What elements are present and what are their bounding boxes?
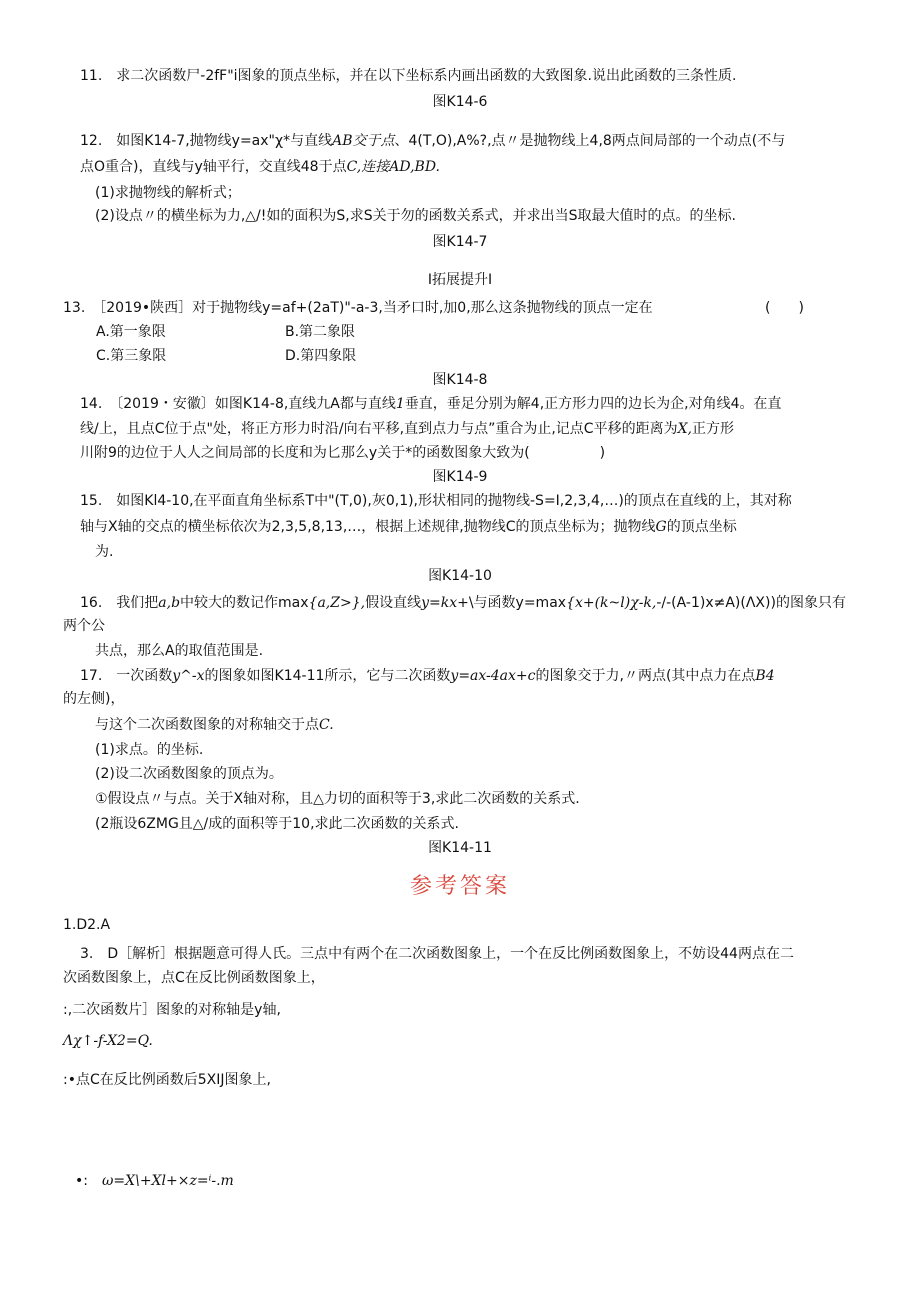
question-12-line-1 <box>80 131 785 151</box>
question-12-sub-2: (2)设点〃的横坐标为力,△/!如的面积为S,求S关于勿的函数关系式，并求出当S取最大值时的点。的坐标. <box>95 208 736 224</box>
q14-line2-italic: X, <box>677 421 692 437</box>
question-14-line-1 <box>80 394 782 414</box>
figure-caption-k14-11: 图K14-11 <box>428 840 492 856</box>
q16-line1-italic-4: {x+(k~l)χ-k, <box>566 595 657 611</box>
q17-line1-italic-3: B4 <box>755 668 775 684</box>
answer-3-line-3: :,二次函数片］图象的对称轴是y轴, <box>63 1002 281 1018</box>
question-14-line-2 <box>80 419 734 439</box>
q17-line1-part-c: 的图象交于力,〃两点(其中点力在点 <box>535 668 756 684</box>
figure-caption-k14-8: 图K14-8 <box>432 372 488 388</box>
q16-line1-part-e: -/-(A-1)x≠A)(ΛX))的图象只有 <box>656 595 846 611</box>
answer-3-line-5: :•点C在反比例函数后5XIJ图象上, <box>63 1072 271 1088</box>
q16-line1-italic-3: y=kx+ <box>421 595 469 611</box>
q13-option-b: B.第二象限 <box>285 324 356 340</box>
q13-option-c: C.第三象限 <box>96 348 167 364</box>
figure-caption-k14-9: 图K14-9 <box>432 469 488 485</box>
q14-line2-part-a: 线/上，且点C位于点"处，将正方形力时沿/向右平移,直到点力与点”重合为止,记点C平移的距离为 <box>80 421 678 437</box>
question-12-sub-1: (1)求抛物线的解析式； <box>95 185 241 201</box>
q14-line1-part-b: 垂直，垂足分别为解4,正方形力四的边长为企,对角线4。在直 <box>404 396 782 412</box>
question-12-line-2 <box>80 157 440 177</box>
q16-line1-part-b: 中较大的数记作max <box>180 595 309 611</box>
question-17-line-1 <box>80 666 775 686</box>
question-16-line-3: 共点，那么A的取值范围是. <box>95 643 264 659</box>
q12-line2-part-a: 点O重合)，直线与y轴平行，交直线48于点 <box>80 159 347 175</box>
question-15-line-3: 为. <box>95 544 114 560</box>
question-17-sub-2: (2)设二次函数图象的顶点为。 <box>95 766 283 782</box>
question-14-line-3: 川附9的边位于人人之间局部的长度和为匕那么y关于*的函数图象大致为( ) <box>80 445 606 461</box>
answer-3-equation-1: Λχ↑-f-X2=Q. <box>63 1033 153 1049</box>
question-15-line-1: 15. 如图Kl4-10,在平面直角坐标系T中"(T,0),灰0,1),形状相同的抛物线-S=I,2,3,4,…)的顶点在直线的上，其对称 <box>80 493 792 509</box>
q12-line1-italic: AB交于点 <box>332 133 395 149</box>
q17-line3-italic: C. <box>319 717 334 733</box>
section-heading-extension: I拓展提升I <box>427 272 493 288</box>
q12-line1-part-c: 、4(T,O),A%?,点〃是抛物线上4,8两点间局部的一个动点(不与 <box>394 133 786 149</box>
q13-option-d: D.第四象限 <box>285 348 357 364</box>
q15-line2-italic: G <box>655 519 667 535</box>
q17-line1-italic-2: y=ax-4ax+c <box>450 668 536 684</box>
question-15-line-2 <box>80 517 737 537</box>
answer-3-equation-2 <box>75 1171 234 1191</box>
q12-line1-part-a: 12. 如图K14-7,抛物线y=ax"χ*与直线 <box>80 133 333 149</box>
question-11-text: 11. 求二次函数尸-2fF"i图象的顶点坐标，并在以下坐标系内画出函数的大致图象.说出此函数的三条性质. <box>80 68 737 84</box>
answer-3-equation-2-body: ω=X\+Xl+×z=ⁱ-.m <box>101 1173 234 1189</box>
q16-line1-italic-2: {a,Z>}, <box>308 595 366 611</box>
q14-line1-part-a: 14. 〔2019・安徽〕如图K14-8,直线九A都与直线 <box>80 396 396 412</box>
q14-line2-part-b: 正方形 <box>692 421 734 437</box>
answer-3-equation-2-prefix: •: <box>75 1173 88 1189</box>
question-17-sub-1: (1)求点。的坐标. <box>95 742 204 758</box>
q15-line2-part-a: 轴与X轴的交点的横坐标依次为2,3,5,8,13,…，根据上述规律,抛物线C的顶点坐标为；抛物线 <box>80 519 656 535</box>
q16-line1-part-c: 假设直线 <box>365 595 422 611</box>
question-17-line-2: 的左侧)， <box>63 691 125 707</box>
question-13-answer-paren: ( ) <box>765 300 804 316</box>
answers-title: 参考答案 <box>409 874 510 899</box>
q14-line1-italic: 1 <box>395 396 405 412</box>
question-17-sub-3: ①假设点〃与点。关于X轴对称，且△力切的面积等于3,求此二次函数的关系式. <box>95 791 580 807</box>
question-13-text: 13. ［2019•陕西］对于抛物线y=af+(2aT)"-a-3,当矛口时,加0,那么这条抛物线的顶点一定在 <box>63 300 653 316</box>
q17-line1-italic-1: y^-x <box>172 668 205 684</box>
q17-line1-part-a: 17. 一次函数 <box>80 668 173 684</box>
q16-line1-part-a: 16. 我们把 <box>80 595 159 611</box>
q12-line2-italic: C,连接AD,BD. <box>346 159 441 175</box>
question-16-line-2: 两个公 <box>63 618 105 634</box>
answer-3-line-2: 次函数图象上，点C在反比例函数图象上， <box>63 970 325 986</box>
q16-line1-italic-1: a,b <box>158 595 181 611</box>
q15-line2-part-b: 的顶点坐标 <box>666 519 737 535</box>
figure-caption-k14-7: 图K14-7 <box>432 234 488 250</box>
question-17-sub-4: (2瓶设6ZMG且△/成的面积等于10,求此二次函数的关系式. <box>95 816 459 832</box>
question-17-line-3 <box>95 715 334 735</box>
figure-caption-k14-6: 图K14-6 <box>432 94 488 110</box>
q16-line1-part-d: \与函数y=max <box>468 595 567 611</box>
q17-line1-part-b: 的图象如图K14-11所示，它与二次函数 <box>204 668 451 684</box>
q17-line3-part-a: 与这个二次函数图象的对称轴交于点 <box>95 717 319 733</box>
answer-3-line-1: 3. D［解析］根据题意可得人氏。三点中有两个在二次函数图象上，一个在反比例函数图象上，不妨设44两点在二 <box>80 946 794 962</box>
question-16-line-1 <box>80 593 846 613</box>
figure-caption-k14-10: 图K14-10 <box>428 568 492 584</box>
answers-1-2: 1.D2.A <box>63 917 111 933</box>
q13-option-a: A.第一象限 <box>96 324 166 340</box>
